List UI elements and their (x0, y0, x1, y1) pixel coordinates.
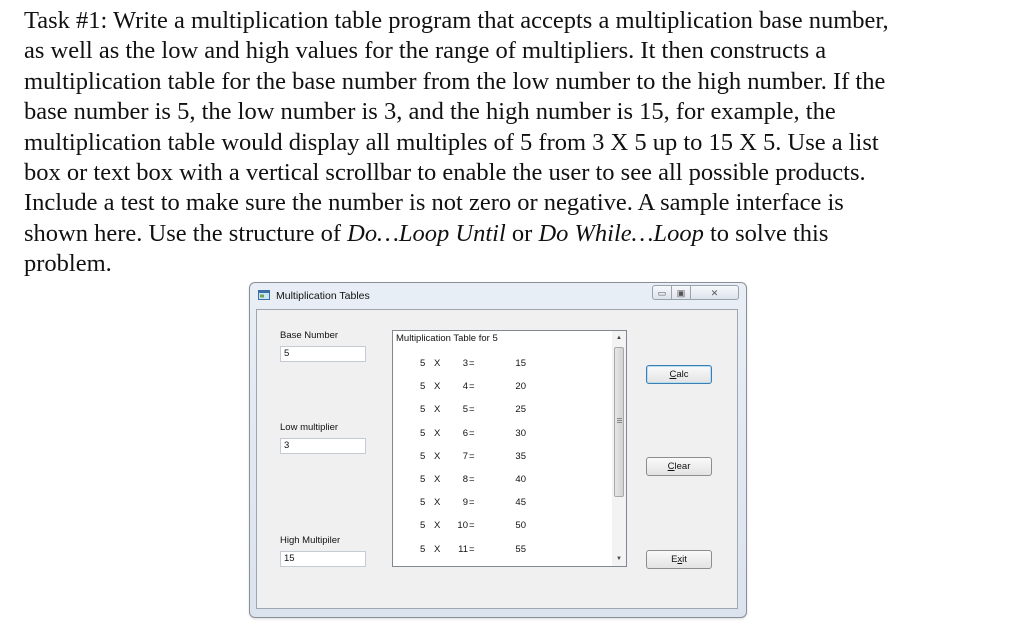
base-number-label: Base Number (280, 330, 339, 341)
row-equals: = (469, 404, 475, 416)
row-equals: = (469, 381, 475, 393)
task-line: multiplication table for the base number from the low number to the high number. If the (24, 67, 886, 95)
row-equals: = (469, 474, 475, 485)
task-emphasis-do-loop-until: Do…Loop Until (347, 219, 506, 247)
high-multiplier-label: High Multipiler (280, 535, 341, 546)
task-line: problem. (24, 250, 112, 278)
row-base: 5 (420, 450, 426, 462)
row-multiplier: 10 (457, 520, 468, 532)
form-client-area (256, 309, 738, 609)
row-base: 5 (420, 358, 426, 369)
table-row[interactable] (393, 474, 613, 497)
row-multiplier: 7 (462, 450, 468, 462)
row-product: 40 (515, 474, 526, 485)
table-row[interactable] (393, 428, 613, 451)
task-line: Include a test to make sure the number is not zero or negative. A sample interface is (24, 189, 844, 217)
task-line: multiplication table would display all multiples of 5 from 3 X 5 up to 15 X 5. Use a list (24, 128, 879, 156)
close-button[interactable] (690, 285, 739, 300)
row-equals: = (469, 497, 475, 509)
row-base: 5 (420, 427, 426, 439)
row-equals: = (469, 427, 475, 439)
row-equals: = (469, 358, 475, 369)
row-multiplier: 6 (462, 427, 468, 439)
calc-label: alc (676, 369, 689, 380)
row-base: 5 (420, 474, 426, 485)
table-row[interactable] (393, 497, 613, 520)
row-product: 50 (515, 520, 526, 532)
row-product: 25 (515, 404, 526, 416)
task-text: to solve this (703, 219, 829, 247)
table-row[interactable] (393, 544, 613, 567)
row-base: 5 (420, 520, 426, 532)
row-base: 5 (420, 381, 426, 393)
row-product: 55 (515, 543, 526, 555)
base-number-input[interactable]: 5 (280, 346, 366, 362)
exit-label-start: E (671, 554, 678, 565)
exit-label-end: it (682, 554, 687, 565)
row-operator: X (434, 381, 441, 393)
task-line (24, 219, 1014, 249)
row-product: 30 (515, 427, 526, 439)
row-equals: = (469, 520, 475, 532)
scroll-grip-icon (617, 418, 622, 424)
low-multiplier-label: Low multiplier (280, 422, 339, 433)
multiplication-tables-window (249, 282, 747, 618)
close-icon: ✕ (710, 288, 719, 298)
task-line: box or text box with a vertical scrollbar to enable the user to see all possible products. (24, 159, 866, 187)
row-operator: X (434, 520, 441, 532)
row-operator: X (434, 358, 441, 369)
row-multiplier: 9 (462, 497, 468, 509)
calc-button[interactable] (646, 365, 712, 384)
vertical-scrollbar[interactable] (612, 331, 626, 566)
row-operator: X (434, 474, 441, 485)
app-window-icon (258, 290, 270, 300)
calc-accelerator: C (669, 369, 677, 380)
clear-button[interactable] (646, 457, 712, 476)
maximize-button[interactable] (671, 285, 691, 300)
exit-button[interactable] (646, 550, 712, 569)
window-title: Multiplication Tables (276, 290, 370, 302)
row-equals: = (469, 450, 475, 462)
row-operator: X (434, 427, 441, 439)
row-product: 35 (515, 450, 526, 462)
task-line: as well as the low and high values for the range of multipliers. It then constructs a (24, 37, 827, 65)
clear-accelerator: C (667, 461, 675, 472)
task-line: base number is 5, the low number is 3, and the high number is 15, for example, the (24, 98, 836, 126)
minimize-button[interactable] (652, 285, 672, 300)
row-multiplier: 5 (462, 404, 468, 416)
task-description (24, 6, 1014, 280)
exit-accelerator: x (677, 554, 683, 565)
task-emphasis-do-while-loop: Do While…Loop (538, 219, 704, 247)
task-text: or (505, 219, 539, 247)
scrollbar-thumb[interactable] (614, 347, 624, 497)
low-multiplier-input[interactable]: 3 (280, 438, 366, 454)
row-multiplier: 4 (462, 381, 468, 393)
row-multiplier: 11 (458, 543, 468, 555)
scroll-down-arrow-icon[interactable]: ▼ (616, 556, 622, 562)
scroll-up-arrow-icon[interactable]: ▲ (616, 335, 622, 341)
table-row[interactable] (393, 358, 613, 381)
title-bar[interactable] (250, 283, 746, 307)
row-multiplier: 3 (462, 358, 468, 369)
clear-label: lear (674, 461, 691, 472)
multiplication-table-listbox[interactable] (392, 330, 627, 567)
table-row[interactable] (393, 451, 613, 474)
row-operator: X (434, 543, 441, 555)
row-base: 5 (420, 543, 426, 555)
listbox-header: Multiplication Table for 5 (396, 333, 498, 344)
row-base: 5 (420, 404, 426, 416)
maximize-icon: ▣ (676, 288, 686, 298)
row-product: 20 (515, 381, 526, 393)
task-line: Task #1: Write a multiplication table program that accepts a multiplication base number, (24, 7, 889, 34)
table-row[interactable] (393, 381, 613, 404)
task-text: shown here. Use the structure of (24, 219, 348, 247)
row-product: 15 (515, 358, 526, 369)
row-operator: X (434, 450, 441, 462)
row-multiplier: 8 (462, 474, 468, 485)
minimize-icon: ▭ (657, 288, 667, 298)
row-base: 5 (420, 497, 426, 509)
table-row[interactable] (393, 404, 613, 427)
row-product: 45 (515, 497, 526, 509)
high-multiplier-input[interactable]: 15 (280, 551, 366, 567)
row-equals: = (469, 543, 475, 555)
row-operator: X (434, 404, 441, 416)
row-operator: X (434, 497, 441, 509)
table-row[interactable] (393, 520, 613, 543)
